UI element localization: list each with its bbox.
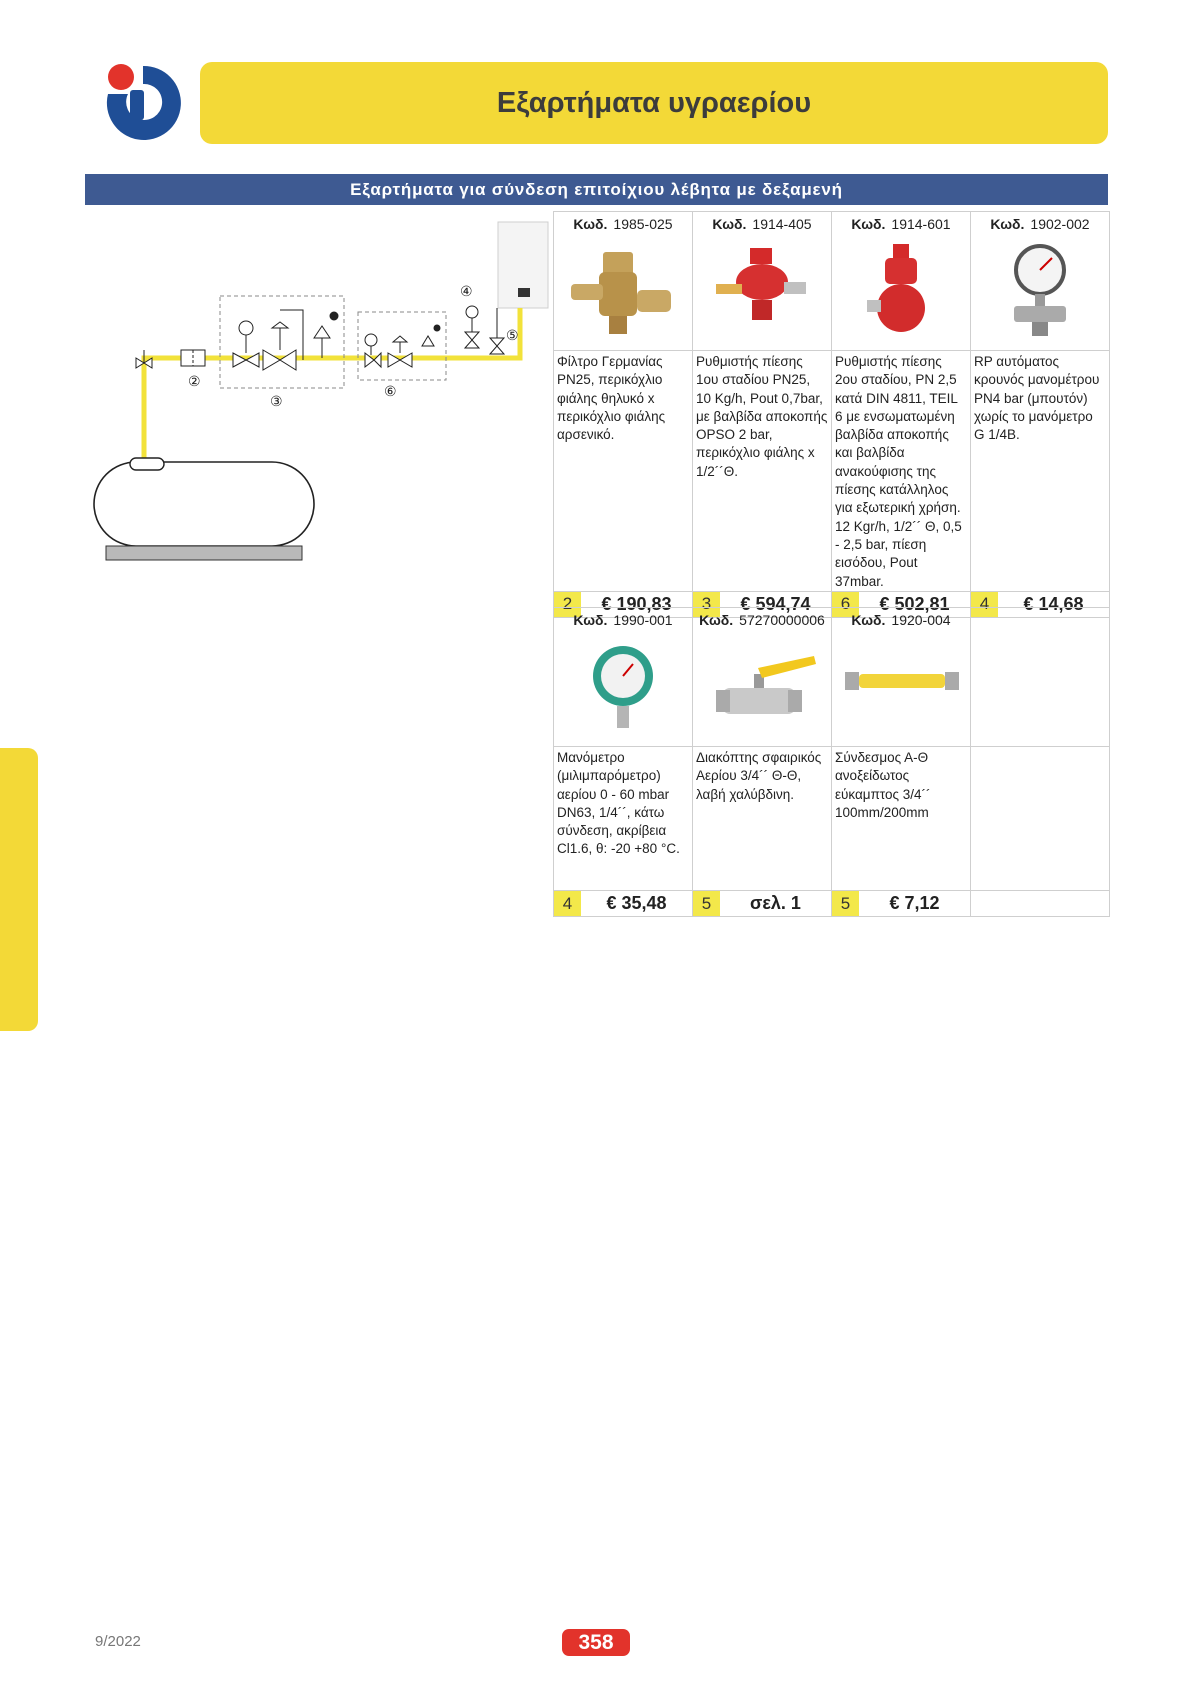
product-header-cell: Κωδ. 1914-601 xyxy=(832,212,971,351)
svg-text:⑤: ⑤ xyxy=(506,327,519,343)
section-title: Εξαρτήματα για σύνδεση επιτοίχιου λέβητα με δεξαμενή xyxy=(350,179,843,199)
product-code: 57270000006 xyxy=(739,612,825,628)
section-header xyxy=(85,174,1108,205)
product-header-cell: Κωδ. 57270000006 xyxy=(693,608,832,747)
installation-diagram xyxy=(88,210,558,570)
product-code: 1920-004 xyxy=(891,612,951,628)
product-header-cell: Κωδ. 1985-025 xyxy=(554,212,693,351)
product-table-1 xyxy=(553,211,1110,618)
diagram-number: 5 xyxy=(693,891,720,916)
product-code: 1990-001 xyxy=(613,612,673,628)
tank-icon xyxy=(94,462,314,546)
price: € 14,68 xyxy=(1023,593,1084,614)
diagram-number: 4 xyxy=(554,891,581,916)
svg-text:③: ③ xyxy=(270,393,283,409)
price: € 502,81 xyxy=(879,593,950,614)
product-description: Ρυθμιστής πίεσης 1ου σταδίου PN25, 10 Kg/h, Pout 0,7bar, με βαλβίδα αποκοπής OPSO 2 bar, περικόχλιο φιάλης x 1/2´´Θ. xyxy=(696,354,828,479)
empty-cell xyxy=(971,891,1110,917)
product-header-cell: Κωδ. 1990-001 xyxy=(554,608,693,747)
diagram-number: 5 xyxy=(832,891,859,916)
empty-cell xyxy=(971,747,1110,891)
regulator-icon xyxy=(702,242,822,342)
product-description: Σύνδεσμος Α-Θ ανοξείδωτος εύκαμπτος 3/4´´ 100mm/200mm xyxy=(835,750,931,820)
product-code: 1985-025 xyxy=(613,216,673,232)
product-description: Ρυθμιστής πίεσης 2ου σταδίου, PN 2,5 κατά DIN 4811, TEIL 6 με ενσωματωμένη βαλβίδα αποκοπής και βαλβίδα ανακούφισης της πίεσης κατάλληλος για εξωτερική χρήση. 12 Kgr/h, 1/2´´ Θ, 0,5 - 2,5 bar, πίεση εισόδου, Pout 37mbar. xyxy=(835,354,962,589)
gauge-valve-icon xyxy=(980,242,1100,342)
product-code: 1914-601 xyxy=(891,216,951,232)
price-row xyxy=(554,891,692,916)
diagram-number: 6 xyxy=(832,592,859,617)
product-header-cell: Κωδ. 1902-002 xyxy=(971,212,1110,351)
filter-icon xyxy=(563,242,683,342)
diagram-number: 2 xyxy=(554,592,581,617)
product-code: 1902-002 xyxy=(1030,216,1090,232)
product-description: Μανόμετρο (μιλιμπαρόμετρο) αερίου 0 - 60 mbar DN63, 1/4´´, κάτω σύνδεση, ακρίβεια Cl1.6, θ: -20 +80 °C. xyxy=(557,750,680,857)
product-header-cell: Κωδ. 1914-405 xyxy=(693,212,832,351)
diagram-number: 3 xyxy=(693,592,720,617)
page-number: 358 xyxy=(562,1629,630,1656)
price: € 35,48 xyxy=(606,893,667,913)
product-description: Φίλτρο Γερμανίας PN25, περικόχλιο φιάλης θηλυκό x περικόχλιο φιάλης αρσενικό. xyxy=(557,354,666,443)
side-tab xyxy=(0,748,38,1031)
price: € 594,74 xyxy=(740,593,811,614)
price: € 190,83 xyxy=(601,593,672,614)
manometer-icon xyxy=(563,638,683,738)
product-header-cell: Κωδ. 1920-004 xyxy=(832,608,971,747)
product-description: Διακόπτης σφαιρικός Αερίου 3/4´´ Θ-Θ, λαβή χαλύβδινη. xyxy=(696,750,822,802)
price: σελ. 1 xyxy=(750,893,801,913)
ball-valve-icon xyxy=(702,638,822,738)
page-title: Εξαρτήματα υγραερίου xyxy=(496,86,812,119)
page-title-bar xyxy=(200,62,1108,144)
svg-text:②: ② xyxy=(188,373,201,389)
regulator-2-stage-icon xyxy=(841,242,961,342)
price-row xyxy=(693,891,831,916)
product-description: RP αυτόματος κρουνός μανομέτρου PN4 bar (μπουτόν) χωρίς το μανόμετρο G 1/4B. xyxy=(974,354,1100,443)
company-logo xyxy=(102,62,184,144)
price: € 7,12 xyxy=(889,893,940,913)
product-code: 1914-405 xyxy=(752,216,812,232)
price-row xyxy=(832,891,970,916)
product-table-2 xyxy=(553,607,1110,917)
empty-cell xyxy=(971,608,1110,747)
flexible-hose-icon xyxy=(841,638,961,738)
footer-date: 9/2022 xyxy=(95,1633,141,1650)
svg-text:⑥: ⑥ xyxy=(384,383,397,399)
diagram-number: 4 xyxy=(971,592,998,617)
svg-text:④: ④ xyxy=(460,283,473,299)
